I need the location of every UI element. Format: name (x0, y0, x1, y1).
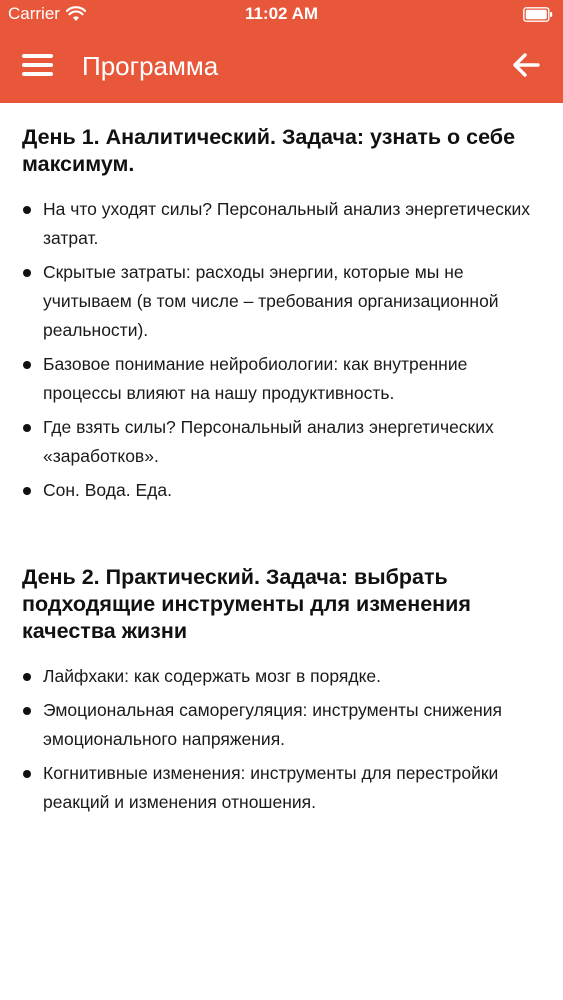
carrier-label: Carrier (8, 4, 60, 23)
top-bar (0, 0, 563, 103)
bullet-list (22, 662, 541, 817)
list-item: Скрытые затраты: расходы энергии, которые мы не учитываем (в том числе – требования организационной реальности). (22, 258, 541, 345)
bullet-list (22, 195, 541, 505)
program-day-section (22, 124, 541, 505)
page-title: Программа (82, 51, 219, 81)
list-item: Где взять силы? Персональный анализ энергетических «заработков». (22, 413, 541, 471)
navigation-bar (0, 30, 563, 103)
program-content (0, 103, 563, 876)
list-item: На что уходят силы? Персональный анализ энергетических затрат. (22, 195, 541, 253)
section-title: День 2. Практический. Задача: выбрать подходящие инструменты для изменения качества жизни (22, 565, 471, 643)
list-item: Базовое понимание нейробиологии: как внутренние процессы влияют на нашу продуктивность. (22, 350, 541, 408)
menu-button[interactable] (22, 50, 54, 80)
section-title: День 1. Аналитический. Задача: узнать о себе максимум. (22, 125, 516, 176)
status-bar (0, 0, 563, 30)
list-item: Сон. Вода. Еда. (22, 476, 541, 505)
list-item: Когнитивные изменения: инструменты для перестройки реакций и изменения отношения. (22, 759, 541, 817)
battery-icon (523, 7, 553, 22)
back-button[interactable] (511, 50, 541, 80)
program-day-section (22, 564, 541, 817)
list-item: Эмоциональная саморегуляция: инструменты снижения эмоционального напряжения. (22, 696, 541, 754)
back-arrow-icon (511, 50, 541, 80)
list-item: Лайфхаки: как содержать мозг в порядке. (22, 662, 541, 691)
status-time: 11:02 AM (244, 4, 319, 23)
